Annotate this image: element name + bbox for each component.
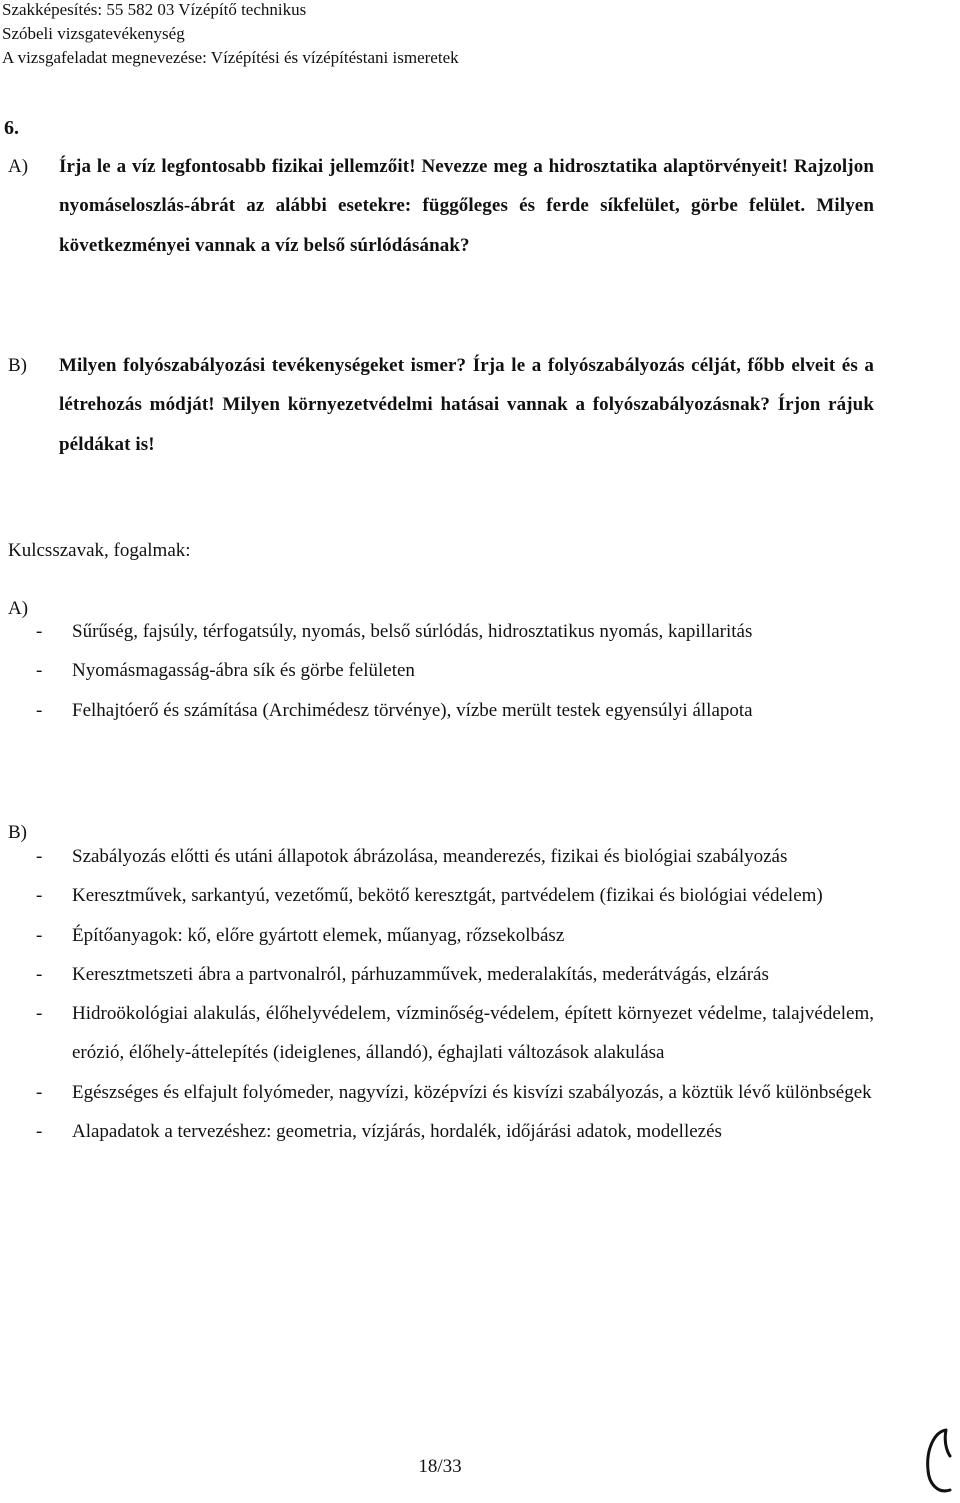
list-item	[8, 651, 874, 690]
page-number: 18/33	[418, 1456, 462, 1477]
list-item	[8, 876, 874, 915]
list-item-text: Hidroökológiai alakulás, élőhelyvédelem, vízminőség-védelem, épített környezet védelme, talajvédelem, erózió, élőhely-áttelepítés (ideiglenes, állandó), éghajlati változások alakulása	[72, 1003, 874, 1064]
keywords-section-b-label: B)	[8, 822, 27, 843]
list-dash: -	[36, 963, 43, 985]
list-dash: -	[36, 1121, 43, 1143]
list-item	[8, 955, 874, 994]
header-task-name: A vizsgafeladat megnevezése: Vízépítési és vízépítéstani ismeretek	[2, 48, 459, 67]
list-item-text: Szabályozás előtti és utáni állapotok ábrázolása, meanderezés, fizikai és biológiai szabályozás	[72, 846, 788, 867]
header-exam-type: Szóbeli vizsgatevékenység	[2, 24, 185, 43]
list-item	[8, 612, 874, 651]
list-item-text: Felhajtóerő és számítása (Archimédesz törvénye), vízbe merült testek egyensúlyi állapota	[72, 699, 753, 721]
list-item-text: Egészséges és elfajult folyómeder, nagyvízi, középvízi és kisvízi szabályozás, a köztük lévő különbségek	[72, 1081, 872, 1103]
task-b-label: B)	[8, 355, 27, 376]
list-item-text: Sűrűség, fajsúly, térfogatsúly, nyomás, belső súrlódás, hidrosztatikus nyomás, kapillaritás	[72, 621, 753, 642]
keywords-section-a-list	[8, 612, 874, 730]
list-item	[8, 994, 874, 1073]
list-dash: -	[36, 621, 43, 642]
list-item	[8, 837, 874, 876]
list-dash: -	[36, 885, 43, 907]
list-item-text: Építőanyagok: kő, előre gyártott elemek, műanyag, rőzsekolbász	[72, 924, 565, 946]
list-item	[8, 916, 874, 955]
header-qualification: Szakképesítés: 55 582 03 Vízépítő technikus	[2, 0, 307, 19]
task-a-label: A)	[8, 156, 29, 177]
keywords-title: Kulcsszavak, fogalmak:	[8, 540, 191, 561]
list-item	[8, 1112, 874, 1151]
page-header	[2, 0, 459, 70]
list-dash: -	[36, 846, 43, 867]
keywords-section-a-label: A)	[8, 598, 29, 619]
list-dash: -	[36, 1081, 43, 1103]
question-number: 6.	[4, 117, 19, 139]
list-dash: -	[36, 699, 43, 721]
list-item	[8, 691, 874, 730]
list-dash: -	[36, 1003, 43, 1025]
list-item	[8, 1073, 874, 1112]
list-item-text: Keresztművek, sarkantyú, vezetőmű, bekötő keresztgát, partvédelem (fizikai és biológiai védelem)	[72, 885, 823, 907]
list-dash: -	[36, 924, 43, 946]
handwritten-mark-icon	[916, 1420, 956, 1500]
list-dash: -	[36, 660, 43, 682]
list-item-text: Alapadatok a tervezéshez: geometria, vízjárás, hordalék, időjárási adatok, modellezés	[72, 1121, 722, 1143]
task-a-text: Írja le a víz legfontosabb fizikai jellemzőit! Nevezze meg a hidrosztatika alaptörvényeit! Rajzoljon nyomáseloszlás-ábrát az alábbi esetekre: függőleges és ferde síkfelület, görbe felület. Milyen következményei vannak a víz belső súrlódásának?	[59, 156, 874, 256]
task-b-text: Milyen folyószabályozási tevékenységeket ismer? Írja le a folyószabályozás célját, főbb elveit és a létrehozás módját! Milyen környezetvédelmi hatásai vannak a folyószabályozásnak? Írjon rájuk példákat is!	[59, 355, 874, 455]
list-item-text: Nyomásmagasság-ábra sík és görbe felületen	[72, 660, 415, 682]
list-item-text: Keresztmetszeti ábra a partvonalról, párhuzamművek, mederalakítás, mederátvágás, elzárás	[72, 963, 769, 985]
keywords-section-b-list	[8, 837, 874, 1151]
task-b	[8, 346, 874, 464]
task-a	[8, 147, 874, 265]
